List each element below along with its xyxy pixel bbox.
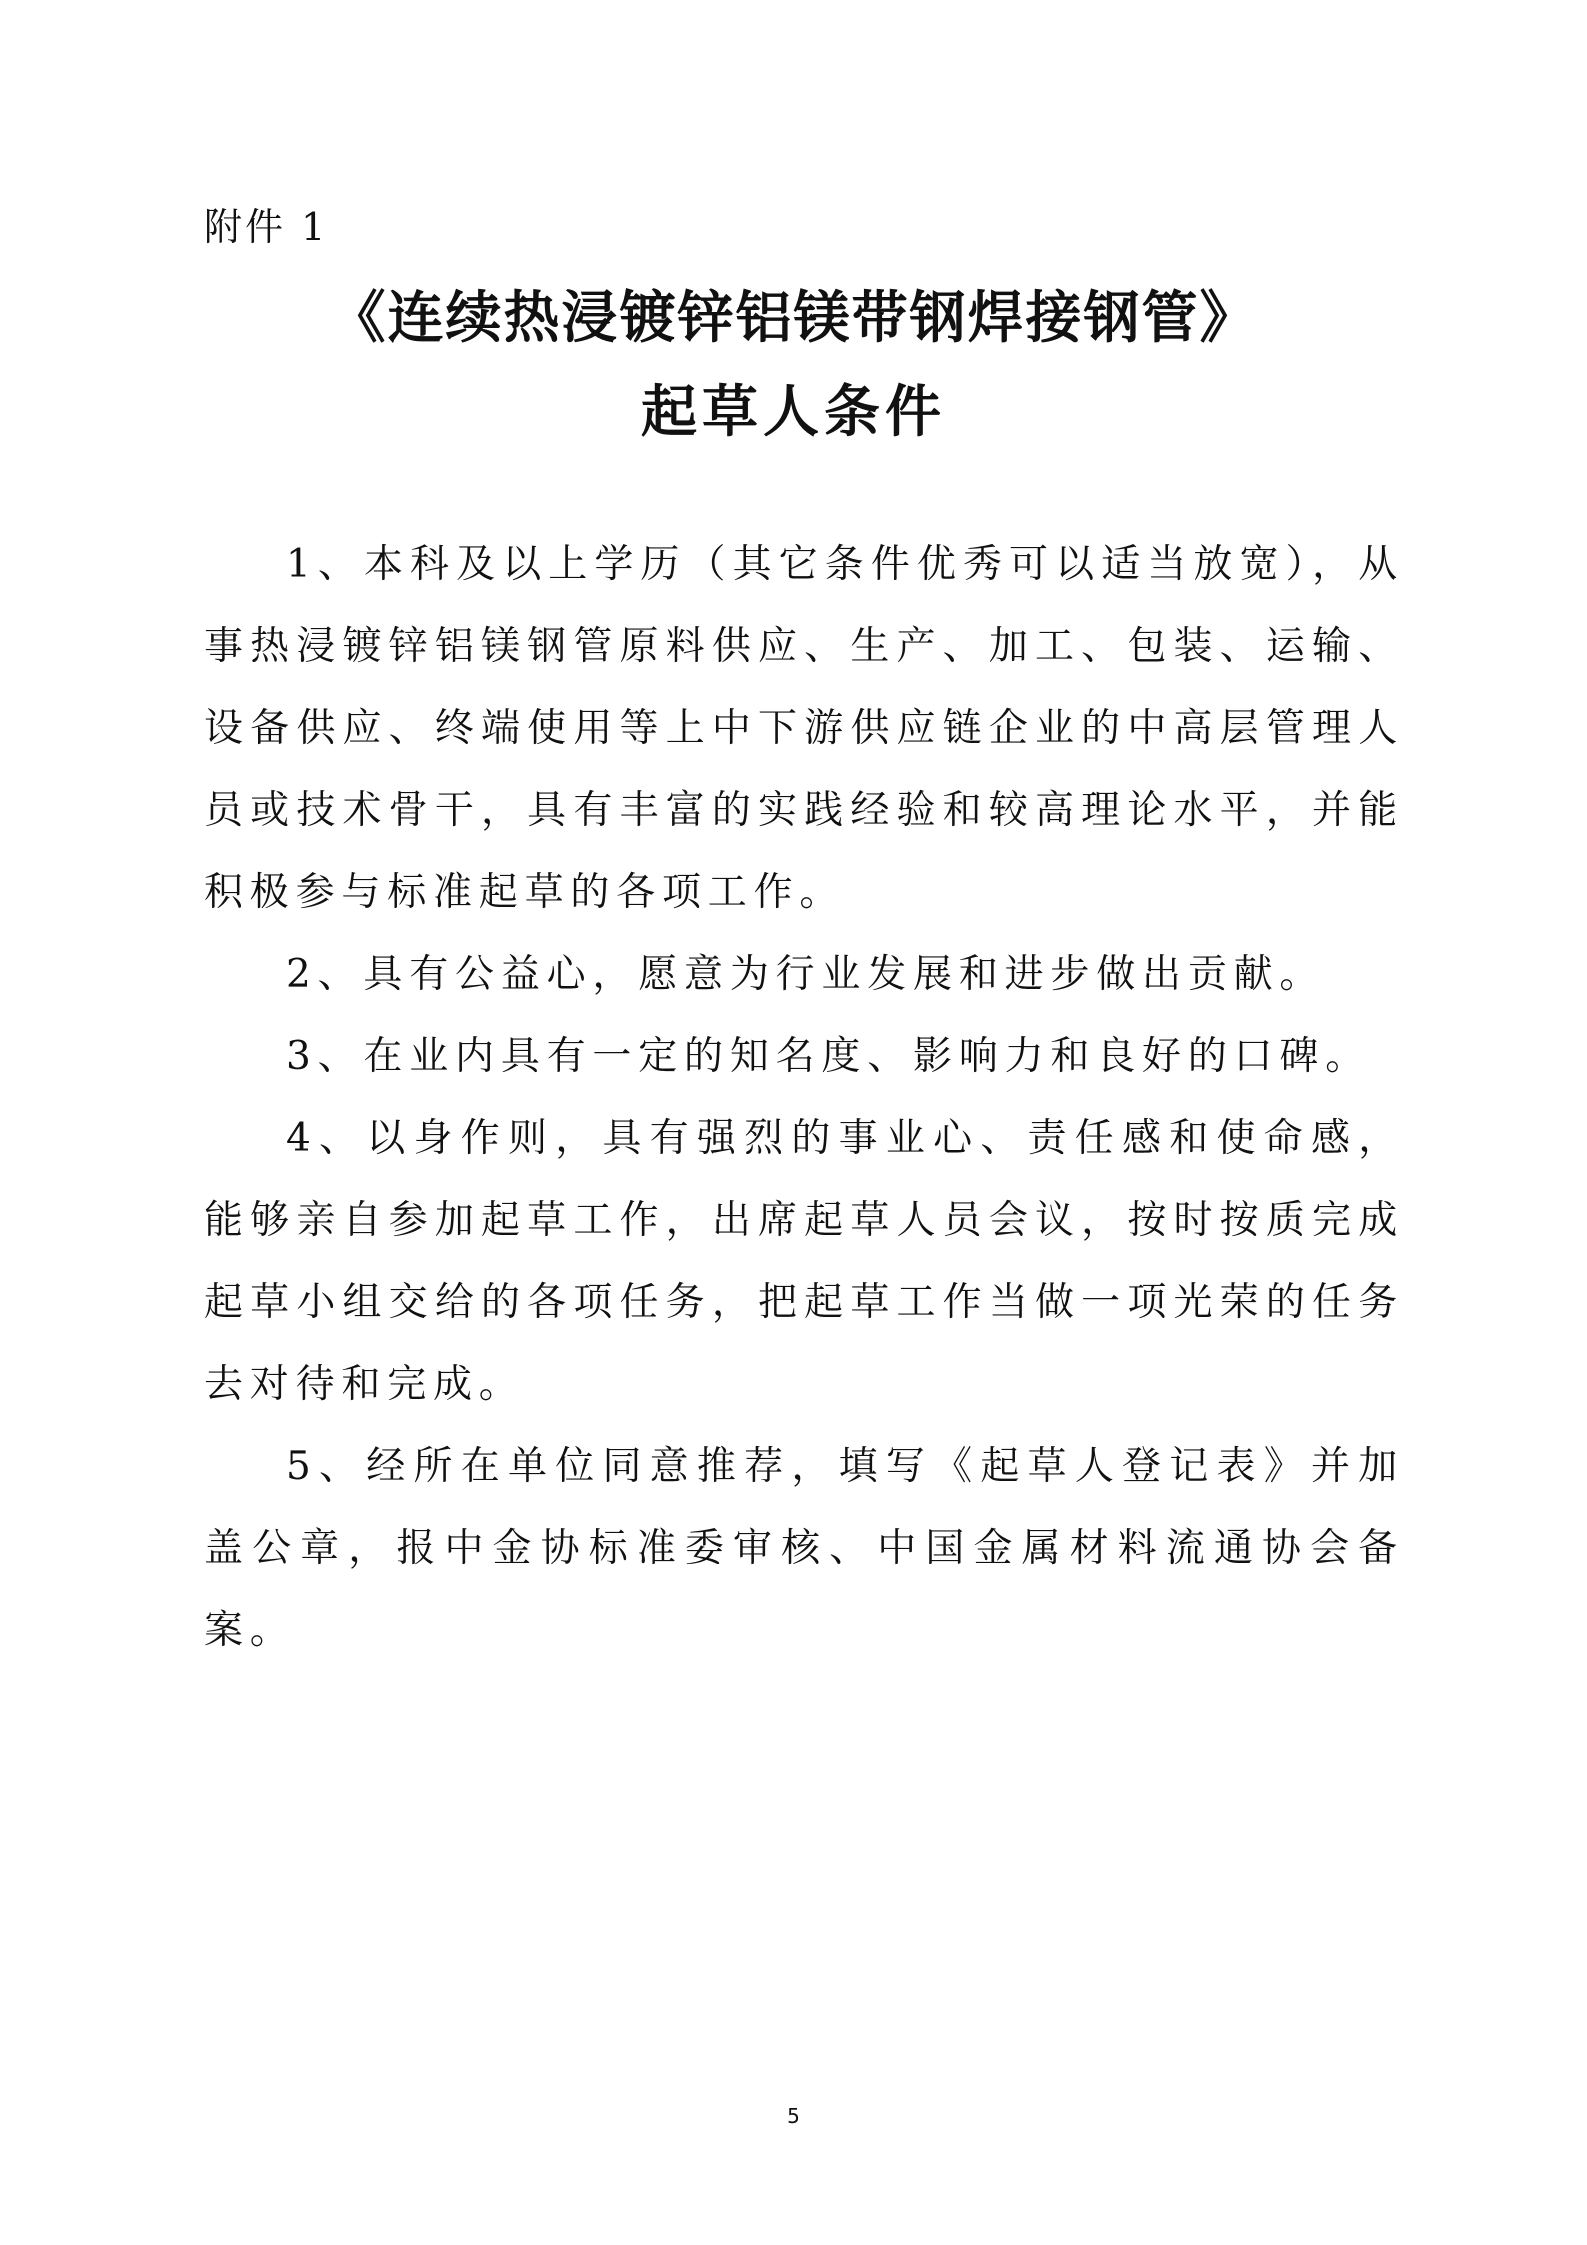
title-line-2: 起草人条件 <box>641 380 946 445</box>
paragraph-5: 5、经所在单位同意推荐，填写《起草人登记表》并加盖公章，报中金协标准委审核、中国金属材料流通协会备案。 <box>204 1444 1404 1653</box>
paragraph-2: 2、具有公益心，愿意为行业发展和进步做出贡献。 <box>286 952 1326 997</box>
attachment-label: 附件 1 <box>204 205 329 249</box>
paragraph-3: 3、在业内具有一定的知名度、影响力和良好的口碑。 <box>286 1034 1372 1079</box>
document-title <box>0 272 1587 460</box>
paragraph-1: 1、本科及以上学历（其它条件优秀可以适当放宽），从事热浸镀锌铝镁钢管原料供应、生产、加工、包装、运输、设备供应、终端使用等上中下游供应链企业的中高层管理人员或技术骨干，具有丰富的实践经验和较高理论水平，并能积极参与标准起草的各项工作。 <box>204 542 1404 915</box>
document-body <box>204 524 1404 1672</box>
paragraph-4: 4、以身作则，具有强烈的事业心、责任感和使命感，能够亲自参加起草工作，出席起草人员会议，按时按质完成起草小组交给的各项任务，把起草工作当做一项光荣的任务去对待和完成。 <box>204 1116 1404 1407</box>
title-line-1: 《连续热浸镀锌铝镁带钢焊接钢管》 <box>329 286 1258 351</box>
page-number: 5 <box>787 2104 800 2128</box>
